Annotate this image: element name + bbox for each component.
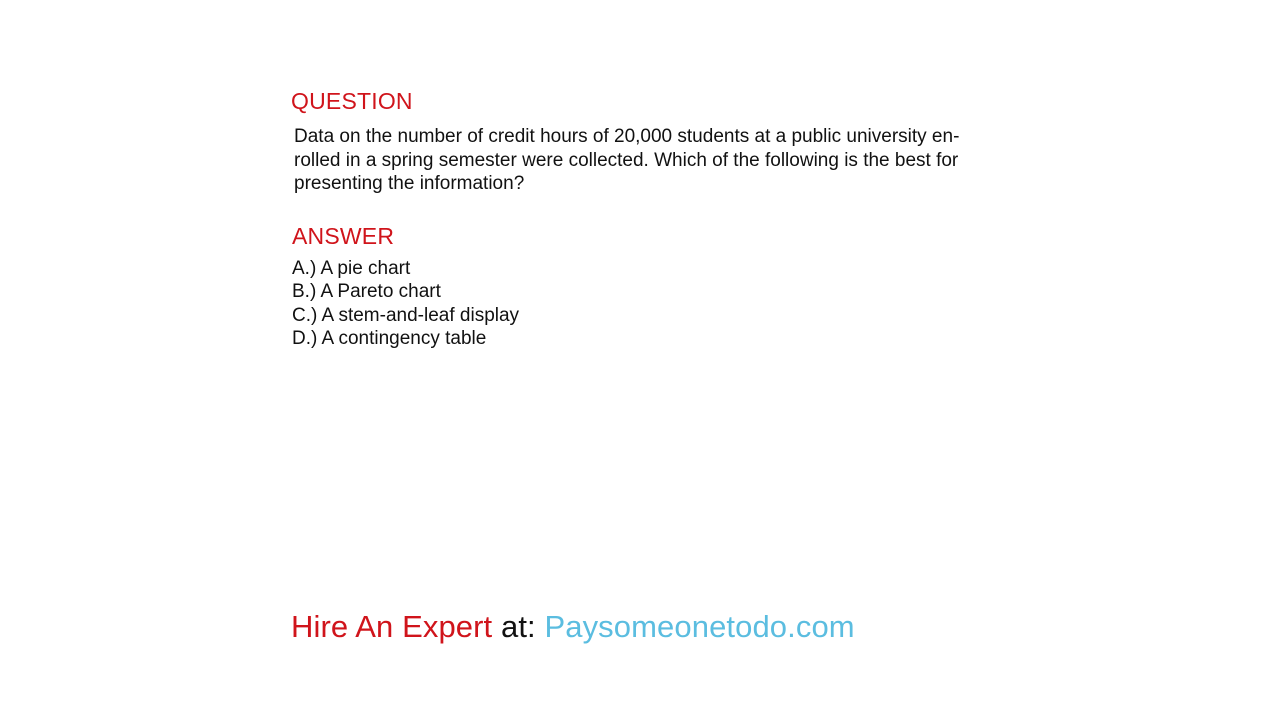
site-link[interactable]: Paysomeonetodo.com: [544, 609, 855, 644]
question-text: [294, 125, 1014, 196]
question-line: Data on the number of credit hours of 20,000 students at a public university en-: [294, 126, 960, 147]
answer-option-d: D.) A contingency table: [292, 327, 487, 349]
answer-option-b: B.) A Pareto chart: [292, 281, 441, 303]
hire-expert-text: Hire An Expert: [291, 609, 493, 644]
hire-expert-banner: [291, 609, 855, 645]
question-line: rolled in a spring semester were collected. Which of the following is the best for: [294, 149, 959, 171]
answer-option-c: C.) A stem-and-leaf display: [292, 304, 520, 326]
answer-option-a: A.) A pie chart: [292, 258, 411, 279]
question-line: presenting the information?: [294, 173, 525, 194]
answer-heading: ANSWER: [292, 223, 395, 249]
answer-options-list: [292, 257, 519, 350]
at-text: at:: [492, 609, 545, 644]
question-heading: QUESTION: [291, 88, 413, 114]
